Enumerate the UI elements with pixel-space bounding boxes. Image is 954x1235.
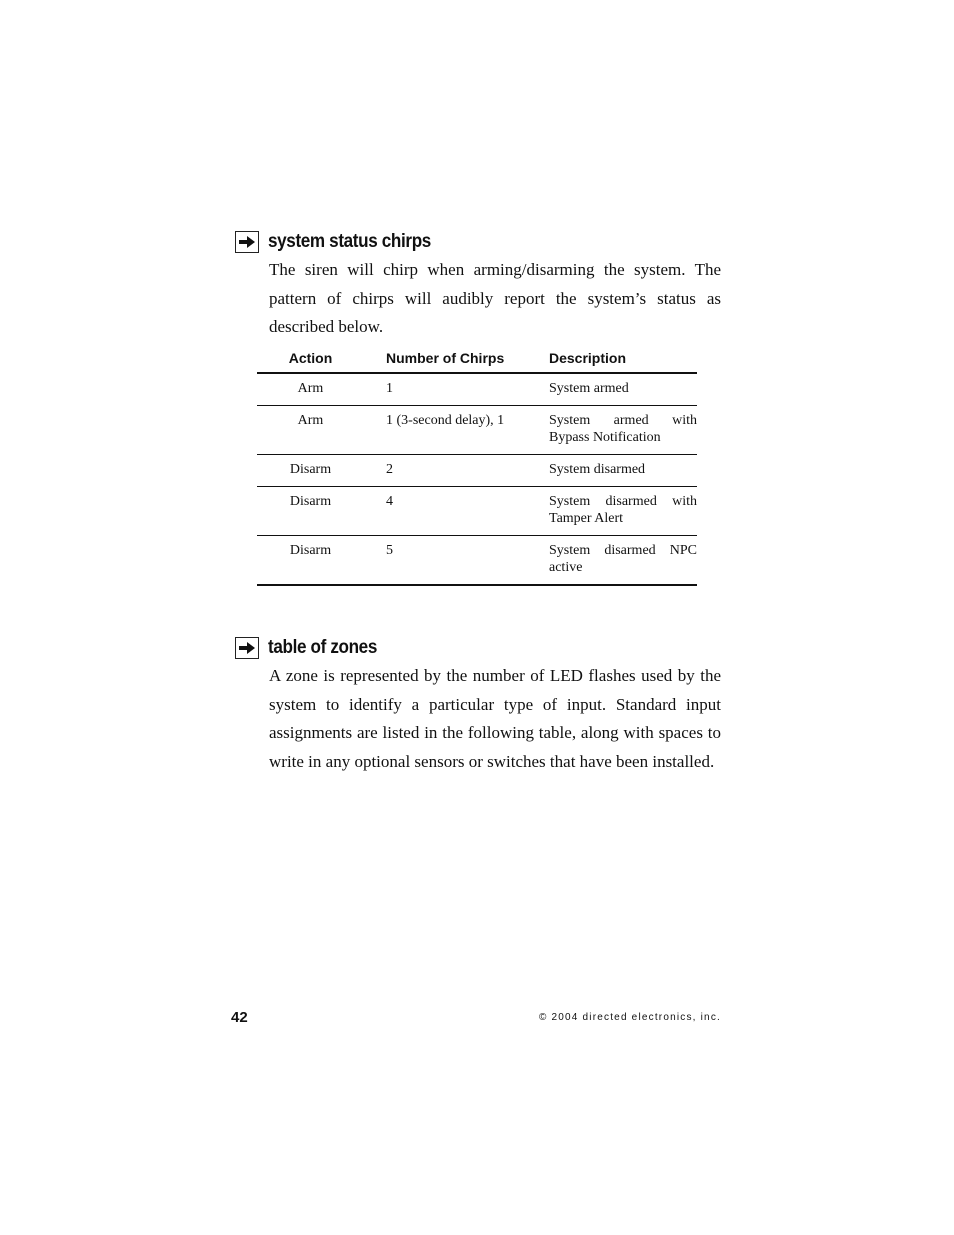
column-header-number-of-chirps: Number of Chirps: [364, 343, 549, 373]
cell-chirps: 1: [364, 373, 549, 406]
cell-description: System disarmed NPC active: [549, 536, 697, 586]
cell-description: System armed with Bypass Notification: [549, 406, 697, 455]
copyright-notice: © 2004 directed electronics, inc.: [538, 1012, 721, 1023]
section-heading-table-of-zones: [235, 635, 389, 661]
column-header-action: Action: [257, 343, 364, 373]
section-title: table of zones: [268, 637, 377, 658]
right-arrow-icon: [235, 637, 259, 659]
cell-action: Arm: [257, 406, 364, 455]
table-row: [257, 455, 697, 487]
table-row: [257, 406, 697, 455]
table-row: [257, 536, 697, 586]
page-number: 42: [231, 1009, 248, 1026]
cell-description: System armed: [549, 373, 697, 406]
cell-chirps: 5: [364, 536, 549, 586]
right-arrow-icon: [235, 231, 259, 253]
chirps-table: [257, 343, 697, 586]
table-row: [257, 373, 697, 406]
cell-chirps: 1 (3-second delay), 1: [364, 406, 549, 455]
cell-action: Disarm: [257, 487, 364, 536]
cell-action: Disarm: [257, 536, 364, 586]
cell-description: System disarmed: [549, 455, 697, 487]
column-header-description: Description: [549, 343, 697, 373]
cell-action: Disarm: [257, 455, 364, 487]
cell-description: System disarmed with Tamper Alert: [549, 487, 697, 536]
table-header-row: [257, 343, 697, 373]
cell-chirps: 4: [364, 487, 549, 536]
cell-chirps: 2: [364, 455, 549, 487]
cell-action: Arm: [257, 373, 364, 406]
section-heading-system-status-chirps: [235, 229, 449, 255]
table-row: [257, 487, 697, 536]
section-paragraph: The siren will chirp when arming/disarming the system. The pattern of chirps will audibly report the system’s status as described below.: [269, 260, 721, 336]
section-paragraph: A zone is represented by the number of LED flashes used by the system to identify a particular type of input. Standard input assignments are listed in the following table, along with spaces to write in any optional sensors or switches that have been installed.: [269, 666, 721, 771]
section-title: system status chirps: [268, 231, 431, 252]
